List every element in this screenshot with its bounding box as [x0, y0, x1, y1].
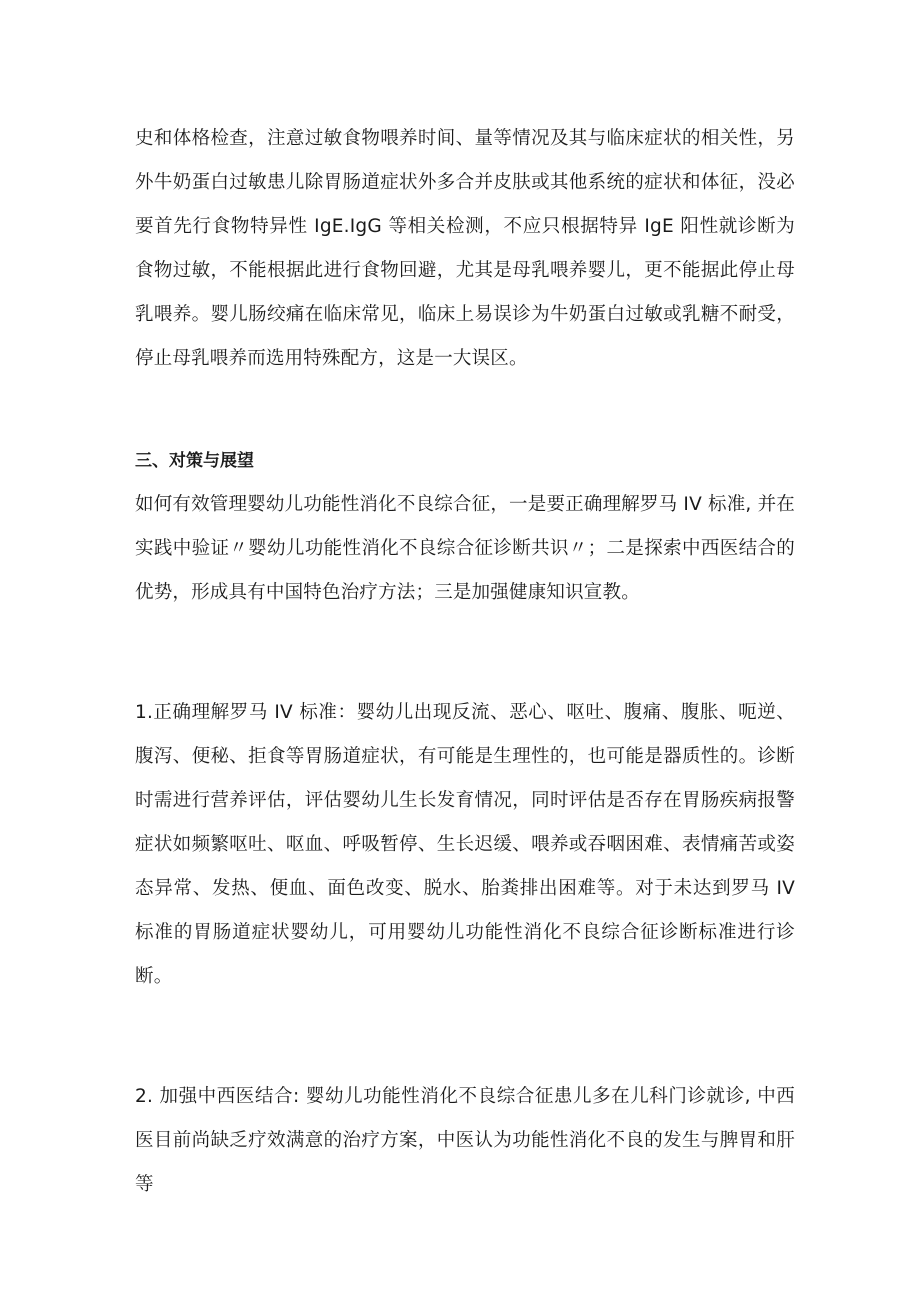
document-page — [135, 117, 795, 1207]
paragraph-spacer — [135, 999, 795, 1075]
paragraph-intro: 如何有效管理婴幼儿功能性消化不良综合征，一是要正确理解罗马 IV 标准, 并在实践中验证〃婴幼儿功能性消化不良综合征诊断共识〃；二是探索中西医结合的优势，形成具有中国特色治疗方法；三是加强健康知识宣教。 — [135, 494, 795, 603]
section-heading: 三、对策与展望 — [135, 451, 254, 471]
paragraph-spacer — [135, 381, 795, 439]
paragraph-spacer — [135, 615, 795, 691]
list-item-tcm-western: 2. 加强中西医结合: 婴幼儿功能性消化不良综合征患儿多在儿科门诊就诊, 中西医目前尚缺乏疗效满意的治疗方案，中医认为功能性消化不良的发生与脾胃和肝等 — [135, 1086, 795, 1195]
list-item-rome-iv: 1.正确理解罗马 IV 标准：婴幼儿出现反流、恶心、呕吐、腹痛、腹胀、呃逆、腹泻、便秘、拒食等胃肠道症状，有可能是生理性的，也可能是器质性的。诊断时需进行营养评估，评估婴幼儿生长发育情况，同时评估是否存在胃肠疾病报警症状如频繁呕吐、呕血、呼吸暂停、生长迟缓、喂养或吞咽困难、表情痛苦或姿态异常、发热、便血、面色改变、脱水、胎粪排出困难等。对于未达到罗马 IV 标准的胃肠道症状婴幼儿，可用婴幼儿功能性消化不良综合征诊断标准进行诊断。 — [135, 702, 795, 987]
paragraph-history-exam: 史和体格检查，注意过敏食物喂养时间、量等情况及其与临床症状的相关性，另外牛奶蛋白过敏患儿除胃肠道症状外多合并皮肤或其他系统的症状和体征，没必要首先行食物特异性 IgE.IgG 等相关检测，不应只根据特异 IgE 阳性就诊断为食物过敏，不能根据此进行食物回避，尤其是母乳喂养婴儿，更不能据此停止母乳喂养。婴儿肠绞痛在临床常见，临床上易误诊为牛奶蛋白过敏或乳糖不耐受，停止母乳喂养而选用特殊配方，这是一大误区。 — [135, 128, 795, 369]
